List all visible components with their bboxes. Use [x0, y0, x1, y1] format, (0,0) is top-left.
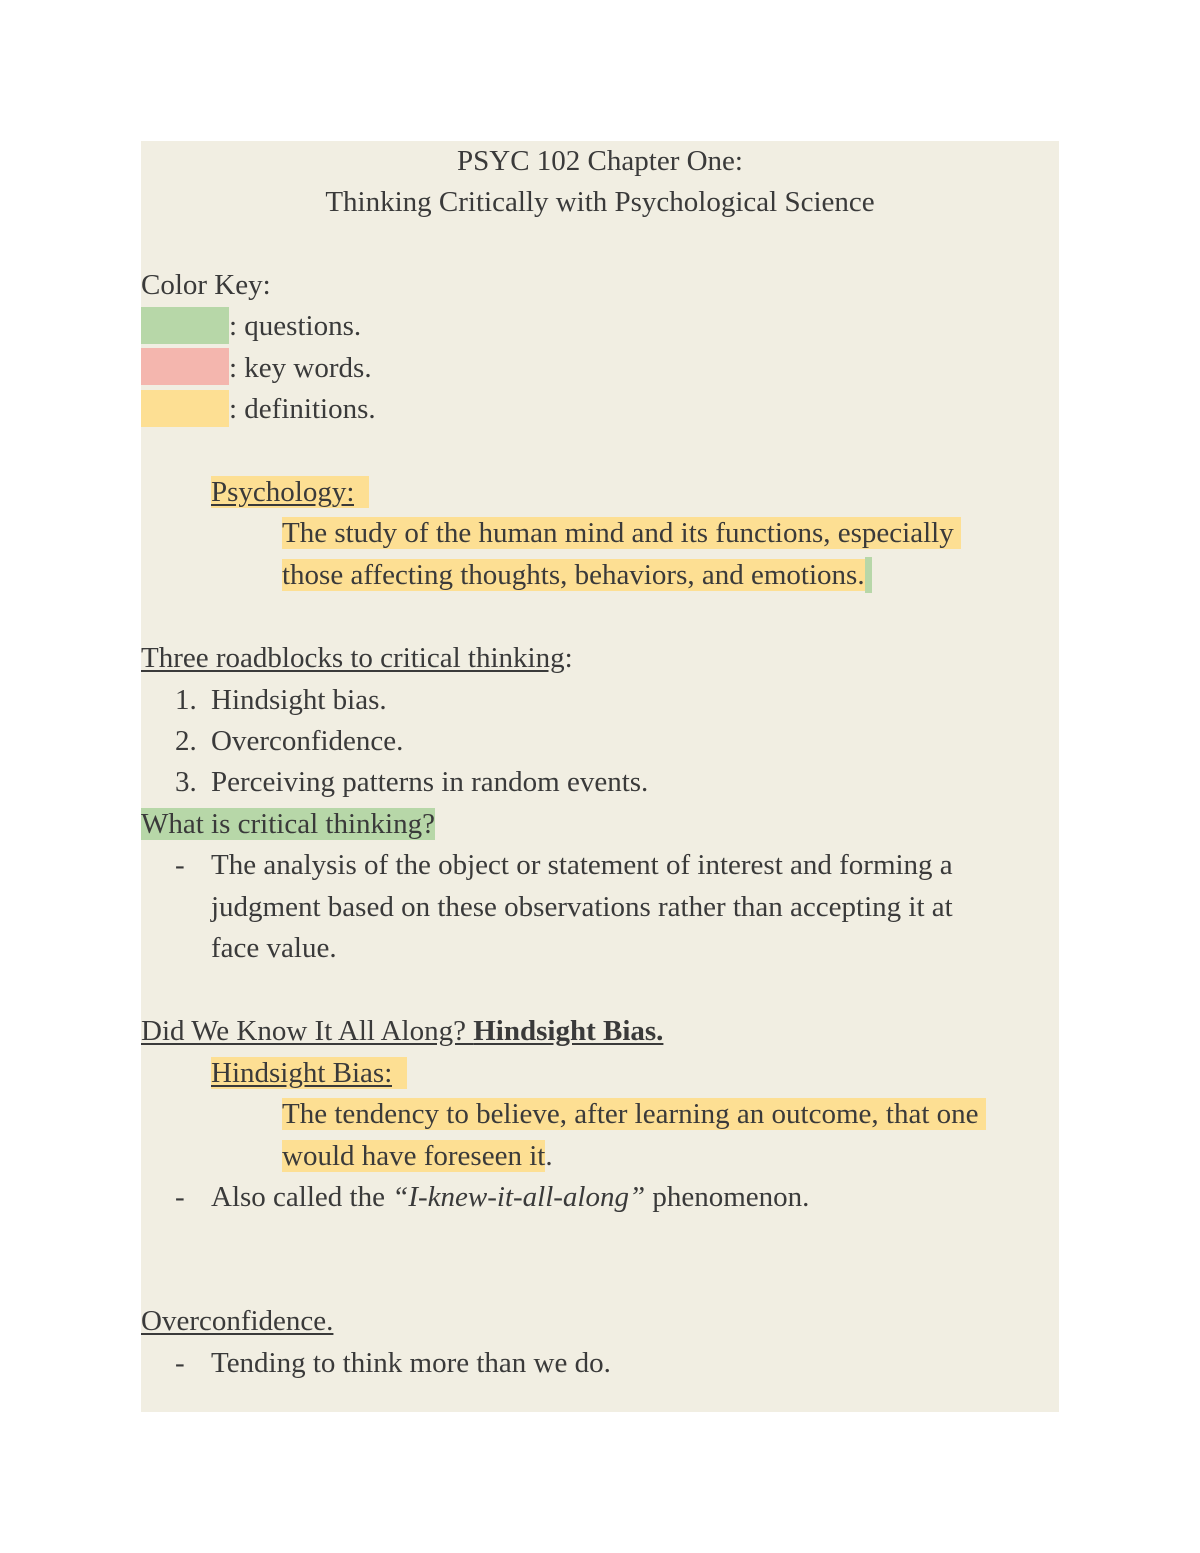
color-swatch-definitions	[141, 390, 229, 427]
roadblocks-heading: Three roadblocks to critical thinking:	[141, 642, 573, 674]
critical-thinking-answer-line3: face value.	[211, 932, 337, 964]
hindsight-note: - Also called the “I-knew-it-all-along” phenomenon.	[175, 1181, 810, 1213]
roadblock-item: 1. Hindsight bias.	[175, 684, 387, 716]
roadblock-item: 2. Overconfidence.	[175, 725, 404, 757]
psychology-term	[211, 474, 369, 510]
document-page	[141, 141, 1059, 1412]
color-swatch-key-words	[141, 348, 229, 385]
doc-title-line2: Thinking Critically with Psychological Science	[325, 186, 875, 218]
critical-thinking-answer-line1: - The analysis of the object or statement of interest and forming a	[175, 849, 953, 881]
color-key-questions: : questions.	[229, 310, 362, 342]
hindsight-definition-line1: The tendency to believe, after learning an outcome, that one	[282, 1096, 986, 1132]
color-key-definitions: : definitions.	[229, 393, 376, 425]
hindsight-definition-line2: would have foreseen it.	[282, 1140, 553, 1172]
hindsight-term: Hindsight Bias:	[211, 1055, 407, 1091]
color-key-key-words: : key words.	[229, 352, 372, 384]
doc-title-line1: PSYC 102 Chapter One:	[457, 145, 743, 177]
hindsight-heading: Did We Know It All Along? Hindsight Bias.	[141, 1015, 664, 1047]
color-swatch-questions	[141, 307, 229, 344]
critical-thinking-question: What is critical thinking?	[141, 808, 435, 840]
color-key-heading: Color Key:	[141, 269, 271, 301]
overconfidence-item: - Tending to think more than we do.	[175, 1347, 611, 1379]
psychology-definition-line2: those affecting thoughts, behaviors, and emotions.	[282, 557, 872, 593]
psychology-definition-line1: The study of the human mind and its functions, especially	[282, 515, 961, 551]
critical-thinking-answer-line2: judgment based on these observations rather than accepting it at	[211, 891, 953, 923]
overconfidence-heading: Overconfidence.	[141, 1305, 334, 1337]
psychology-term-text: Psychology:	[211, 476, 355, 508]
roadblock-item: 3. Perceiving patterns in random events.	[175, 766, 649, 798]
